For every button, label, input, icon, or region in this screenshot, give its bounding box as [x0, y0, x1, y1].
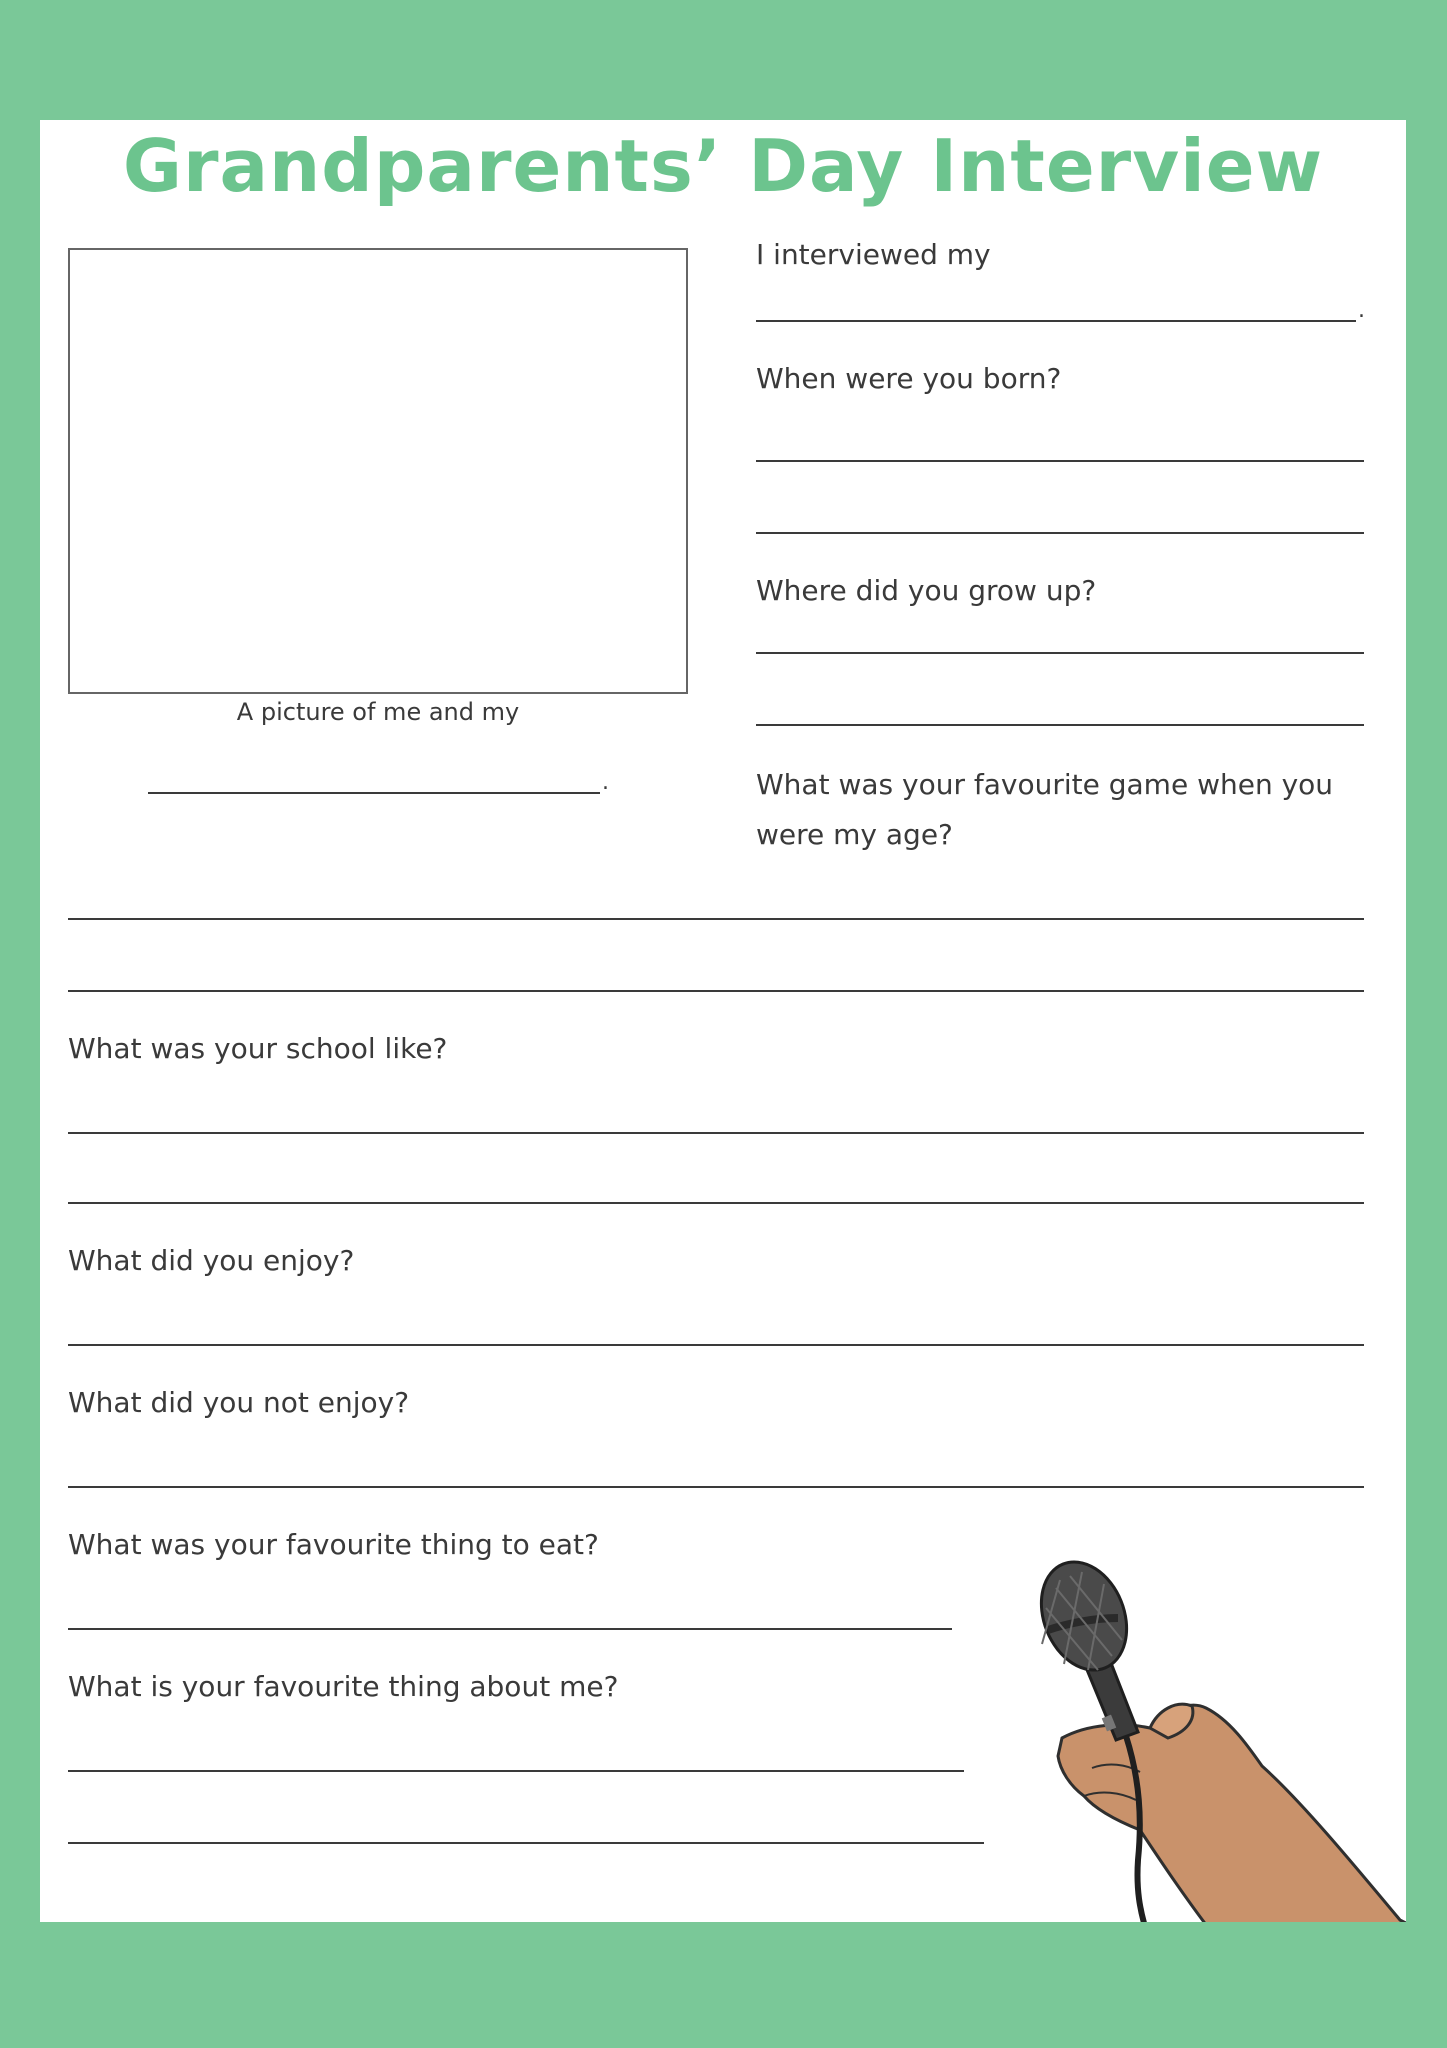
answer-line-school-2[interactable] — [68, 1202, 1364, 1204]
answer-line-grow-up-2[interactable] — [756, 724, 1364, 726]
answer-line-grow-up-1[interactable] — [756, 652, 1364, 654]
answer-line-born-2[interactable] — [756, 532, 1364, 534]
answer-line-school-1[interactable] — [68, 1132, 1364, 1134]
picture-caption: A picture of me and my — [236, 698, 520, 726]
question-born: When were you born? — [756, 362, 1062, 395]
intro-label: I interviewed my — [756, 238, 991, 271]
question-grow-up: Where did you grow up? — [756, 574, 1097, 607]
question-favourite-food: What was your favourite thing to eat? — [68, 1528, 599, 1561]
picture-answer-line[interactable] — [148, 792, 600, 794]
answer-line-not-enjoy[interactable] — [68, 1486, 1364, 1488]
intro-answer-period: . — [1358, 298, 1365, 323]
question-school: What was your school like? — [68, 1032, 448, 1065]
question-enjoy: What did you enjoy? — [68, 1244, 355, 1277]
answer-line-about-me-2[interactable] — [68, 1842, 984, 1844]
question-not-enjoy: What did you not enjoy? — [68, 1386, 410, 1419]
worksheet — [40, 120, 1406, 1922]
answer-line-about-me-1[interactable] — [68, 1770, 964, 1772]
answer-line-game-2[interactable] — [68, 990, 1364, 992]
answer-line-enjoy[interactable] — [68, 1344, 1364, 1346]
answer-line-born-1[interactable] — [756, 460, 1364, 462]
answer-line-food[interactable] — [68, 1628, 952, 1630]
picture-answer-period: . — [602, 770, 609, 795]
question-favourite-thing-about-me: What is your favourite thing about me? — [68, 1670, 619, 1703]
page-title: Grandparents’ Day Interview — [122, 124, 1324, 208]
answer-line-game-1[interactable] — [68, 918, 1364, 920]
microphone-icon — [1000, 1560, 1406, 1922]
picture-box[interactable] — [68, 248, 688, 694]
intro-answer-line[interactable] — [756, 320, 1356, 322]
question-favourite-game: What was your favourite game when you were my age? — [756, 768, 1334, 851]
